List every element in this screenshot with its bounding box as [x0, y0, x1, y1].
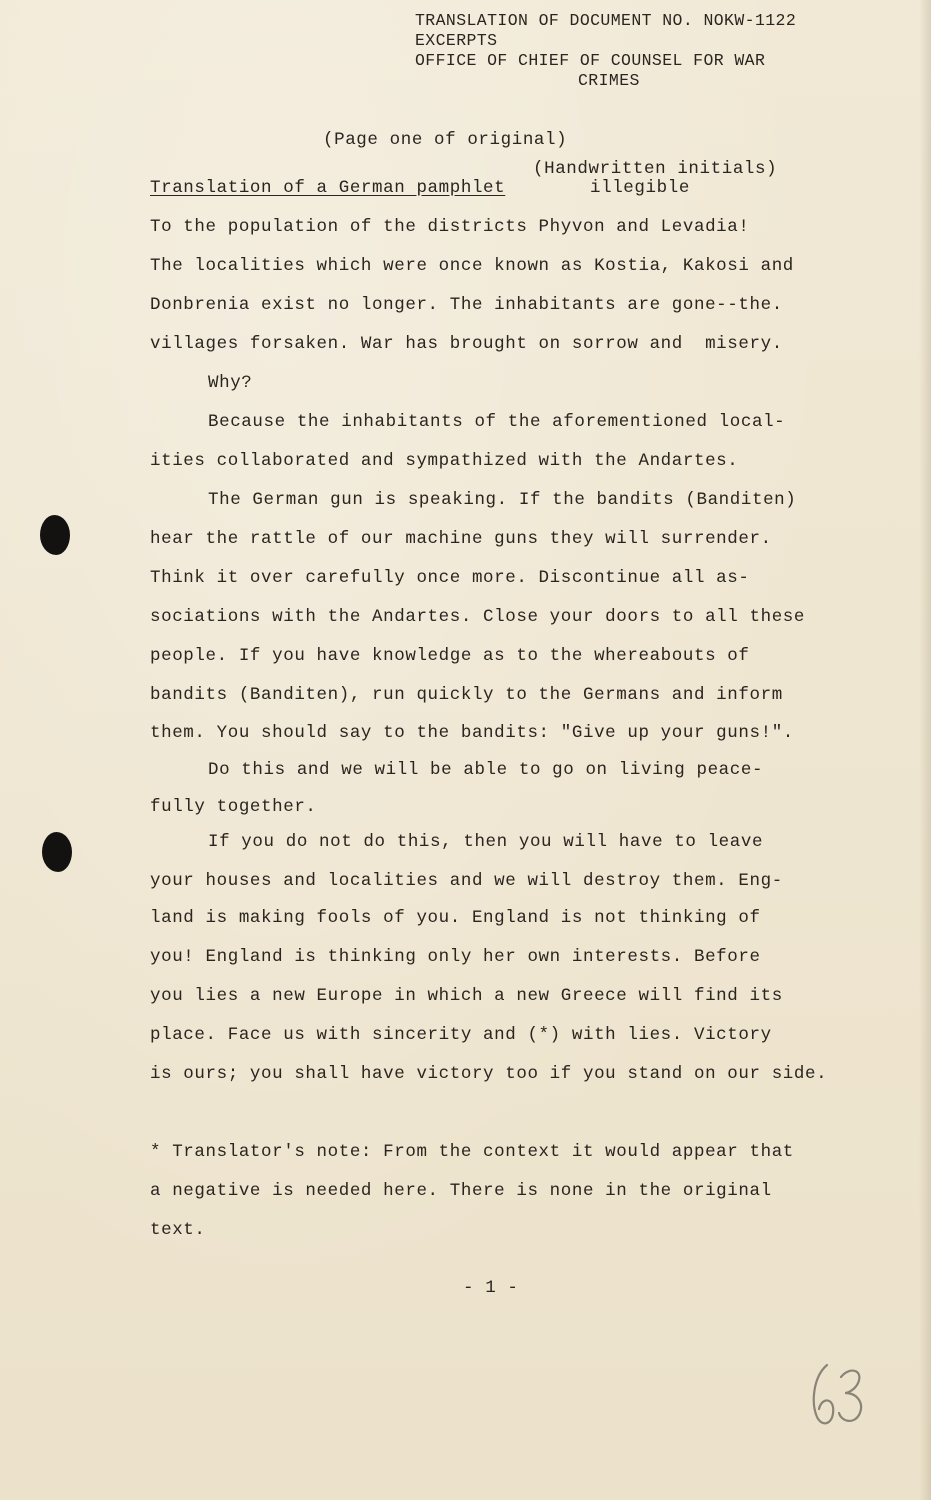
body-line: them. You should say to the bandits: "Give up your guns!".: [150, 723, 794, 743]
header-title: TRANSLATION OF DOCUMENT NO. NOKW-1122: [415, 11, 797, 30]
initials-note-line2: illegible: [590, 178, 690, 198]
body-line: you! England is thinking only her own interests. Before: [150, 947, 761, 967]
page-edge-shadow: [919, 0, 931, 1500]
header-crimes: CRIMES: [578, 71, 640, 90]
initials-note-line1: (Handwritten initials): [533, 159, 778, 179]
body-line: sociations with the Andartes. Close your doors to all these: [150, 607, 806, 627]
body-line: To the population of the districts Phyvon and Levadia!: [150, 217, 750, 237]
body-line: ities collaborated and sympathized with the Andartes.: [150, 451, 739, 471]
page-number: - 1 -: [463, 1278, 519, 1298]
body-line: Because the inhabitants of the aforementioned local-: [208, 412, 786, 432]
body-line: If you do not do this, then you will have to leave: [208, 832, 764, 852]
page-note: (Page one of original): [323, 130, 568, 150]
body-line: Why?: [208, 373, 253, 393]
handwritten-page-stamp-icon: [805, 1355, 875, 1435]
footnote-line: text.: [150, 1220, 206, 1240]
body-line: bandits (Banditen), run quickly to the Germans and inform: [150, 685, 783, 705]
body-line: Do this and we will be able to go on living peace-: [208, 760, 764, 780]
footnote-line: a negative is needed here. There is none in the original: [150, 1181, 772, 1201]
body-line: is ours; you shall have victory too if you stand on our side.: [150, 1064, 828, 1084]
document-heading: Translation of a German pamphlet: [150, 178, 506, 198]
punch-hole: [40, 515, 70, 555]
body-line: place. Face us with sincerity and (*) with lies. Victory: [150, 1025, 772, 1045]
body-line: fully together.: [150, 797, 317, 817]
header-office: OFFICE OF CHIEF OF COUNSEL FOR WAR: [415, 51, 766, 70]
body-line: you lies a new Europe in which a new Greece will find its: [150, 986, 783, 1006]
body-line: hear the rattle of our machine guns they will surrender.: [150, 529, 772, 549]
header-excerpts: EXCERPTS: [415, 31, 498, 50]
punch-hole: [42, 832, 72, 872]
body-line: people. If you have knowledge as to the whereabouts of: [150, 646, 750, 666]
body-line: The localities which were once known as Kostia, Kakosi and: [150, 256, 794, 276]
body-line: The German gun is speaking. If the bandits (Banditen): [208, 490, 797, 510]
body-line: Donbrenia exist no longer. The inhabitants are gone--the.: [150, 295, 783, 315]
footnote-line: * Translator's note: From the context it would appear that: [150, 1142, 794, 1162]
body-line: Think it over carefully once more. Discontinue all as-: [150, 568, 750, 588]
body-line: your houses and localities and we will destroy them. Eng-: [150, 871, 783, 891]
body-line: land is making fools of you. England is not thinking of: [150, 908, 761, 928]
body-line: villages forsaken. War has brought on sorrow and misery.: [150, 334, 783, 354]
